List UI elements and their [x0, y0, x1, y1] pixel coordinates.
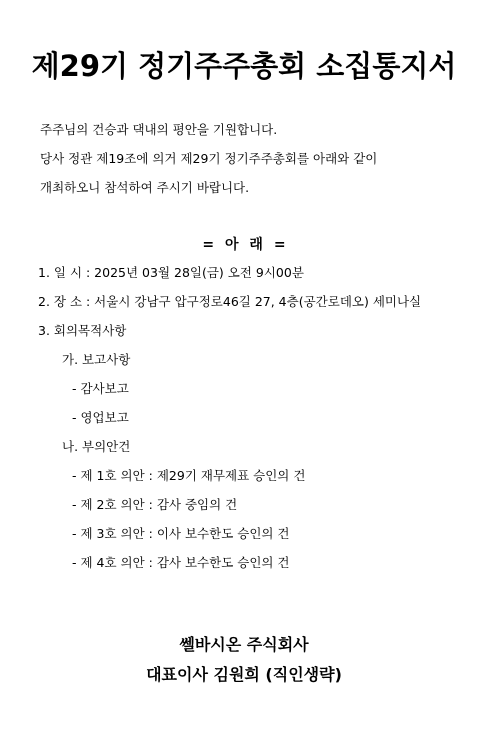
agenda-item: - 제 1호 의안 : 제29기 재무제표 승인의 건 — [72, 468, 306, 483]
report-item: - 영업보고 — [72, 410, 129, 425]
meeting-purpose: 3. 회의목적사항 — [38, 323, 127, 338]
signatory: 대표이사 김원희 (직인생략) — [146, 665, 342, 684]
intro-line-3: 개최하오니 참석하여 주시기 바랍니다. — [40, 180, 250, 195]
reports-heading: 가. 보고사항 — [62, 352, 131, 367]
meeting-date: 1. 일 시 : 2025년 03월 28일(금) 오전 9시00분 — [38, 265, 304, 280]
agenda-heading: 나. 부의안건 — [62, 439, 131, 454]
agenda-item: - 제 2호 의안 : 감사 중임의 건 — [72, 497, 238, 512]
intro-line-1: 주주님의 건승과 댁내의 평안을 기원합니다. — [40, 122, 278, 137]
notice-heading: = 아 래 = — [202, 237, 286, 253]
company-name: 쎌바시온 주식회사 — [179, 635, 309, 654]
meeting-place: 2. 장 소 : 서울시 강남구 압구정로46길 27, 4층(공간로데오) 세미나실 — [38, 294, 422, 309]
document-title: 제29기 정기주주총회 소집통지서 — [31, 49, 457, 83]
report-item: - 감사보고 — [72, 381, 129, 396]
intro-line-2: 당사 정관 제19조에 의거 제29기 정기주주총회를 아래와 같이 — [40, 151, 378, 166]
agenda-item: - 제 4호 의안 : 감사 보수한도 승인의 건 — [72, 555, 290, 570]
agenda-item: - 제 3호 의안 : 이사 보수한도 승인의 건 — [72, 526, 290, 541]
